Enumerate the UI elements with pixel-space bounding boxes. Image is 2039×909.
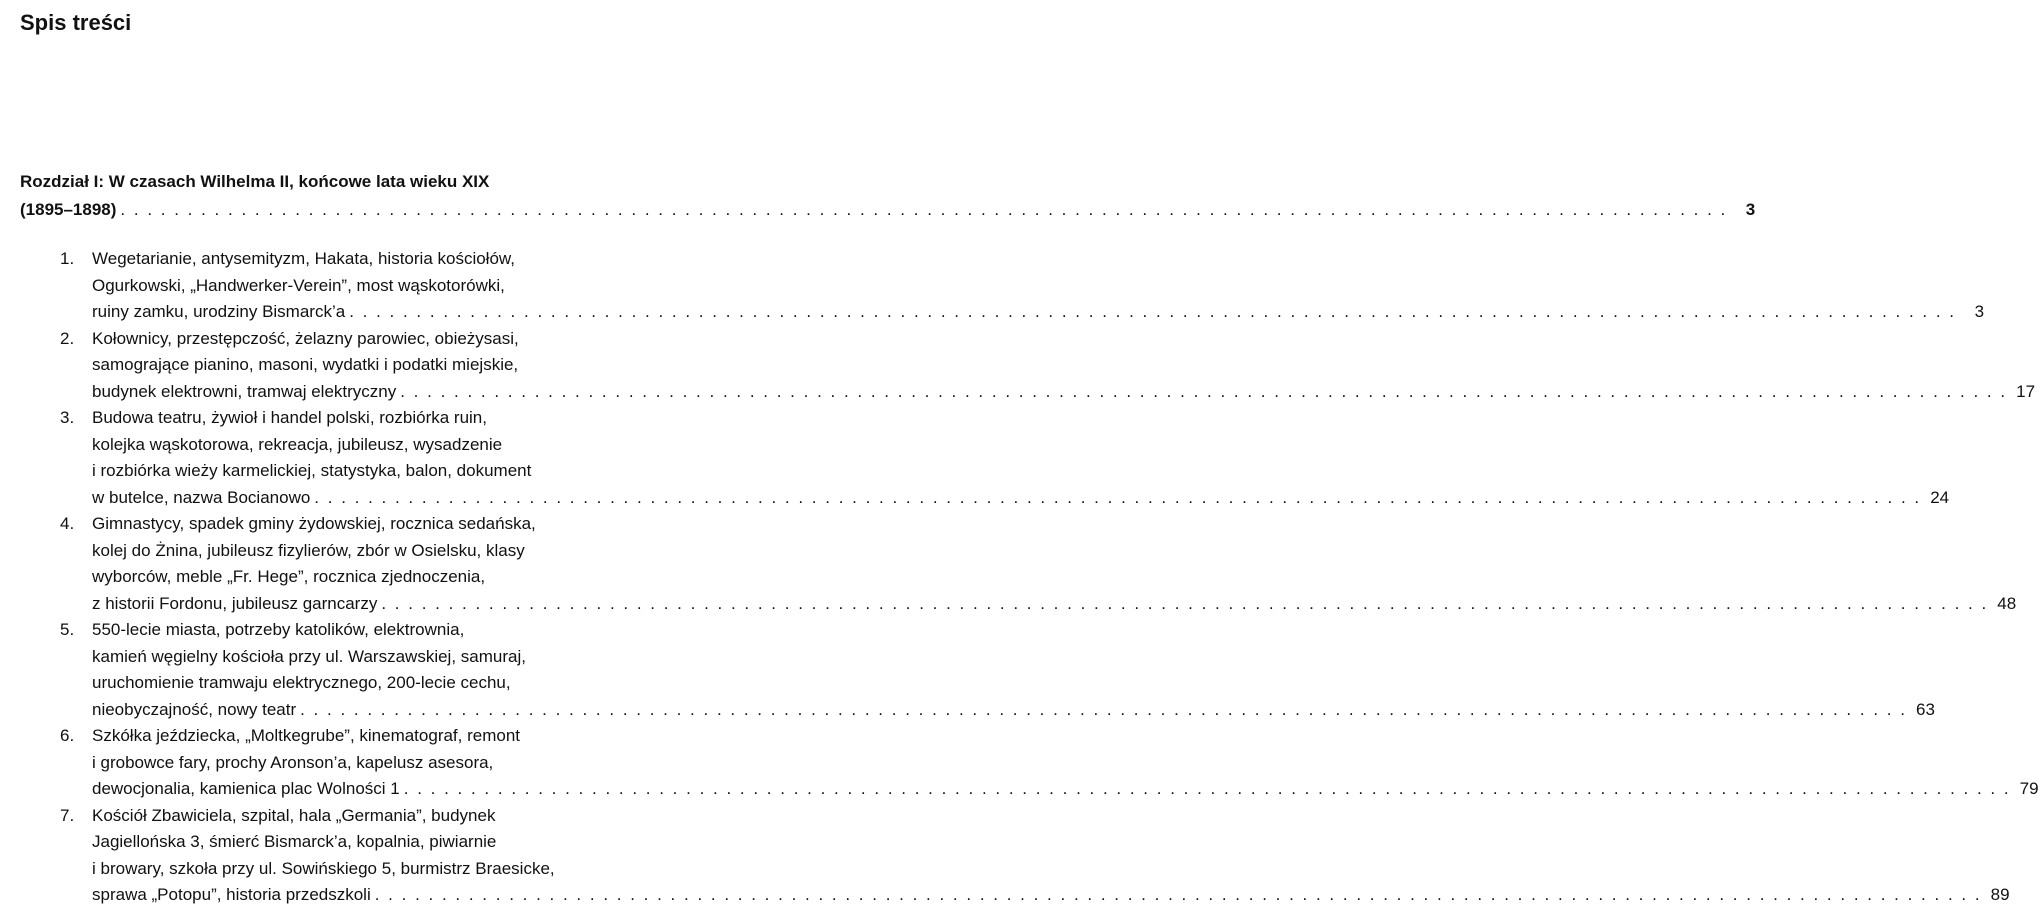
entry-text-line: i rozbiórka wieży karmelickiej, statystyka, balon, dokument [92,461,532,480]
entry-text-line: nieobyczajność, nowy teatr [92,699,297,719]
dot-leader: . . . . . . . . . . . . . . . . . . . . . . . . . . . . . . . . . . . . . . . . . . . . . . . . . . . . . . . . . . . . . . . . . . . . . . . . . . . . . . . . . . . . . . . . . . . . . . . . . . . . . . . . . . . . . . . . . . . . . . . . [349,302,1957,321]
entry-page-number: 3 [1974,302,1985,321]
entry-text-line: sprawa „Potopu”, historia przedszkoli [92,885,371,904]
entry-number: 7. [60,805,75,825]
dot-leader: . . . . . . . . . . . . . . . . . . . . . . . . . . . . . . . . . . . . . . . . . . . . . . . . . . . . . . . . . . . . . . . . . . . . . . . . . . . . . . . . . . . . . . . . . . . . . . . . . . . . . . . . . . . . . . . . . . . . . . . . [400,381,2008,401]
entry-text-line: uruchomienie tramwaju elektrycznego, 200-lecie cechu, [92,673,511,692]
entry-text-line: z historii Fordonu, jubileusz garncarzy [92,593,378,613]
entry-text-line: Szkółka jeździecka, „Moltkegrube”, kinematograf, remont [92,726,521,745]
entry-text-line: i browary, szkoła przy ul. Sowińskiego 5, burmistrz Braesicke, [92,858,555,878]
entry-text-line: kamień węgielny kościoła przy ul. Warszawskiej, samuraj, [92,646,526,666]
toc-entry[interactable] [60,617,1935,723]
entry-leader-line [92,591,2017,618]
entry-page-number: 89 [1990,885,2010,904]
chapter-title-line: Rozdział I: W czasach Wilhelma II, końcowe lata wieku XIX [20,172,490,191]
chapter-page-number: 3 [1745,200,1756,219]
chapter-years: (1895–1898) [20,200,117,219]
entry-leader-line [92,379,2036,406]
entry-number: 1. [60,249,75,268]
entry-text-line: 550-lecie miasta, potrzeby katolików, elektrownia, [92,620,465,639]
entry-leader-line [92,882,2010,909]
toc-title: Spis treści [20,10,132,35]
entry-text-line: samogrające pianino, masoni, wydatki i podatki miejskie, [92,355,519,374]
dot-leader: . . . . . . . . . . . . . . . . . . . . . . . . . . . . . . . . . . . . . . . . . . . . . . . . . . . . . . . . . . . . . . . . . . . . . . . . . . . . . . . . . . . . . . . . . . . . . . . . . . . . . . . . . . . . . . . . . . . . . . . . [314,487,1922,507]
entry-text-line: Budowa teatru, żywioł i handel polski, rozbiórka ruin, [92,408,487,427]
entry-number: 6. [60,726,75,745]
entry-text-line: i grobowce fary, prochy Aronson’a, kapelusz asesora, [92,752,494,772]
entry-number: 2. [60,328,75,348]
entry-text-line: Gimnastycy, spadek gminy żydowskiej, rocznica sedańska, [92,514,536,533]
entry-text-line: ruiny zamku, urodziny Bismarck’a [92,302,346,321]
toc-entry[interactable] [60,803,2010,909]
entry-page-number: 24 [1930,487,1950,507]
entry-leader-line [92,299,1985,326]
dot-leader: . . . . . . . . . . . . . . . . . . . . . . . . . . . . . . . . . . . . . . . . . . . . . . . . . . . . . . . . . . . . . . . . . . . . . . . . . . . . . . . . . . . . . . . . . . . . . . . . . . . . . . . . . . . . . . . . . . . . . . . . [403,779,2011,798]
entry-text-line: w butelce, nazwa Bocianowo [92,487,311,507]
entry-text-line: Kościół Zbawiciela, szpital, hala „Germania”, budynek [92,805,496,825]
entry-leader-line [92,697,1935,724]
entry-number: 5. [60,620,75,639]
dot-leader: . . . . . . . . . . . . . . . . . . . . . . . . . . . . . . . . . . . . . . . . . . . . . . . . . . . . . . . . . . . . . . . . . . . . . . . . . . . . . . . . . . . . . . . . . . . . . . . . . . . . . . . . . . . . . . . . . . . . . . . . [374,885,1982,904]
entry-number: 3. [60,408,75,427]
toc-entry[interactable] [60,723,2039,803]
entry-text-line: budynek elektrowni, tramwaj elektryczny [92,381,397,401]
entry-leader-line [92,776,2039,803]
dot-leader: . . . . . . . . . . . . . . . . . . . . . . . . . . . . . . . . . . . . . . . . . . . . . . . . . . . . . . . . . . . . . . . . . . . . . . . . . . . . . . . . . . . . . . . . . . . . . . . . . . . . . . . . . . . . . . . . . . . . . . . . [381,593,1989,613]
entry-text-line: Ogurkowski, „Handwerker-Verein”, most wąskotorówki, [92,275,505,295]
entry-text-line: Jagiellońska 3, śmierć Bismarck’a, kopalnia, piwiarnie [92,832,497,851]
entry-page-number: 17 [2016,381,2036,401]
entry-number: 4. [60,514,75,533]
entry-page-number: 79 [2019,779,2039,798]
entry-text-line: kolej do Żnina, jubileusz fizylierów, zbór w Osielsku, klasy [92,540,525,560]
chapter-title-leader-line [20,196,1756,224]
entry-text-line: Kołownicy, przestępczość, żelazny parowiec, obieżysasi, [92,328,519,348]
dot-leader: . . . . . . . . . . . . . . . . . . . . . . . . . . . . . . . . . . . . . . . . . . . . . . . . . . . . . . . . . . . . . . . . . . . . . . . . . . . . . . . . . . . . . . . . . . . . . . . . . . . . . . . . . . . . . . . . . . . . . . . . [120,200,1728,219]
entry-page-number: 63 [1916,699,1935,719]
toc-entry[interactable] [60,405,1950,511]
entry-text-line: Wegetarianie, antysemityzm, Hakata, historia kościołów, [92,249,515,268]
entry-page-number: 48 [1997,593,2017,613]
entry-text-line: dewocjonalia, kamienica plac Wolności 1 [92,779,400,798]
toc-entry[interactable] [60,511,2017,617]
toc-entries-list [60,246,2039,909]
chapter-heading [20,168,1756,224]
entry-text-line: wyborców, meble „Fr. Hege”, rocznica zjednoczenia, [92,567,486,586]
dot-leader: . . . . . . . . . . . . . . . . . . . . . . . . . . . . . . . . . . . . . . . . . . . . . . . . . . . . . . . . . . . . . . . . . . . . . . . . . . . . . . . . . . . . . . . . . . . . . . . . . . . . . . . . . . . . . . . . . . . . . . . . [300,699,1907,719]
entry-text-line: kolejka wąskotorowa, rekreacja, jubileusz, wysadzenie [92,434,503,454]
toc-entry[interactable] [60,326,2036,406]
entry-leader-line [92,485,1950,512]
toc-entry[interactable] [60,246,1985,326]
